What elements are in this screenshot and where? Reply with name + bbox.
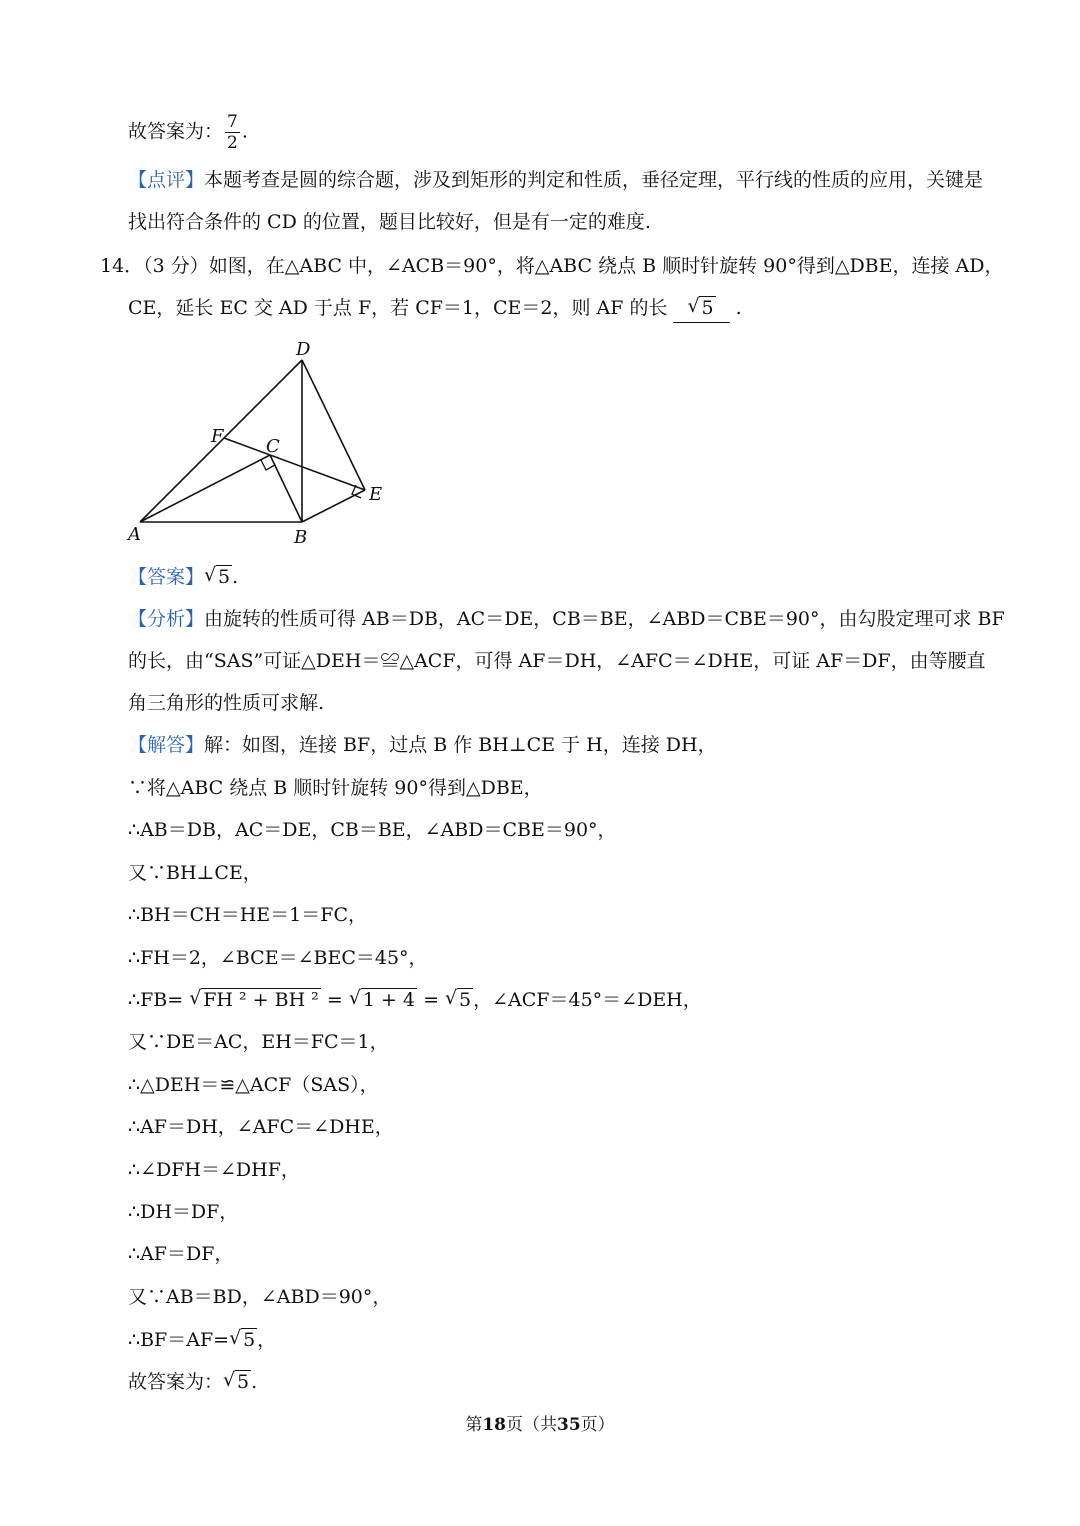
answer-blank: √ 5 xyxy=(673,294,729,323)
review-line-2: 找出符合条件的 CD 的位置，题目比较好，但是有一定的难度. xyxy=(128,211,651,233)
answer-tag: 【答案】 xyxy=(128,566,205,588)
analysis-line-2: 的长，由“SAS”可证△DEH＝≌△ACF，可得 AF＝DH，∠AFC＝∠DHE，可证 AF＝DF，由等腰直 xyxy=(128,650,986,672)
segment-AC xyxy=(140,455,270,522)
label-B: B xyxy=(294,527,308,548)
solution-step: ∴△DEH＝≌△ACF（SAS）， xyxy=(128,1074,379,1096)
solution-step: ∵将△ABC 绕点 B 顺时针旋转 90°得到△DBE， xyxy=(128,777,543,799)
analysis-tag: 【分析】 xyxy=(128,608,205,630)
label-D: D xyxy=(296,339,311,360)
solution-bf-line: ∴BF＝AF= √ 5 ， xyxy=(128,1327,277,1351)
answer-line: 【答案】 √ 5 . xyxy=(128,564,239,588)
solution-step: ∴BH＝CH＝HE＝1＝FC， xyxy=(128,904,367,926)
analysis-line-3: 角三角形的性质可求解. xyxy=(128,692,325,714)
question-14-line-2: CE，延长 EC 交 AD 于点 F，若 CF＝1，CE＝2，则 AF 的长 √ 5 . xyxy=(128,294,742,323)
review-tag: 【点评】 xyxy=(128,169,205,191)
label-C: C xyxy=(266,436,280,457)
solution-line-0: 【解答】解：如图，连接 BF，过点 B 作 BH⊥CE 于 H，连接 DH， xyxy=(128,734,717,756)
solution-fb-line: ∴FB= √ FH ² + BH ² = √ 1 + 4 = √ 5 ，∠ACF＝45°＝∠DEH， xyxy=(128,987,702,1011)
analysis-line-1: 【分析】由旋转的性质可得 AB＝DB，AC＝DE，CB＝BE，∠ABD＝CBE＝90°，由勾股定理可求 BF xyxy=(128,608,1005,630)
review-line-1: 【点评】本题考查是圆的综合题，涉及到矩形的判定和性质，垂径定理，平行线的性质的应用，关键是 xyxy=(128,169,984,191)
solution-step: 又∵BH⊥CE， xyxy=(128,862,262,884)
solution-step: ∴AB＝DB，AC＝DE，CB＝BE，∠ABD＝CBE＝90°， xyxy=(128,819,617,841)
question-14-line-1: 14．（3 分）如图，在△ABC 中，∠ACB＝90°，将△ABC 绕点 B 顺时针旋转 90°得到△DBE，连接 AD， xyxy=(100,255,1004,277)
label-F: F xyxy=(211,426,224,447)
page-footer: 第18页（共35页） xyxy=(465,1415,615,1435)
label-A: A xyxy=(128,524,141,545)
solution-step: ∴∠DFH＝∠DHF， xyxy=(128,1159,300,1181)
solution-step: ∴AF＝DH，∠AFC＝∠DHE， xyxy=(128,1116,394,1138)
label-E: E xyxy=(369,484,383,505)
geometry-figure xyxy=(120,330,400,550)
page-number: 18 xyxy=(482,1415,506,1435)
solution-step: ∴DH＝DF， xyxy=(128,1201,239,1223)
solution-step: ∴AF＝DF， xyxy=(128,1243,234,1265)
page-total: 35 xyxy=(557,1415,581,1435)
solution-tag: 【解答】 xyxy=(128,734,205,756)
solution-step: ∴FH＝2，∠BCE＝∠BEC＝45°， xyxy=(128,947,428,969)
solution-step: 又∵DE＝AC，EH＝FC＝1， xyxy=(128,1031,389,1053)
solution-final-line: 故答案为： √ 5 . xyxy=(128,1369,258,1393)
prev-answer-line: 故答案为： $\frac{7}{2}$ . xyxy=(128,112,248,153)
fraction: $\frac{7}{2}$ xyxy=(227,112,238,153)
solution-step: 又∵AB＝BD，∠ABD＝90°， xyxy=(128,1286,392,1308)
segment-BE xyxy=(302,490,365,522)
